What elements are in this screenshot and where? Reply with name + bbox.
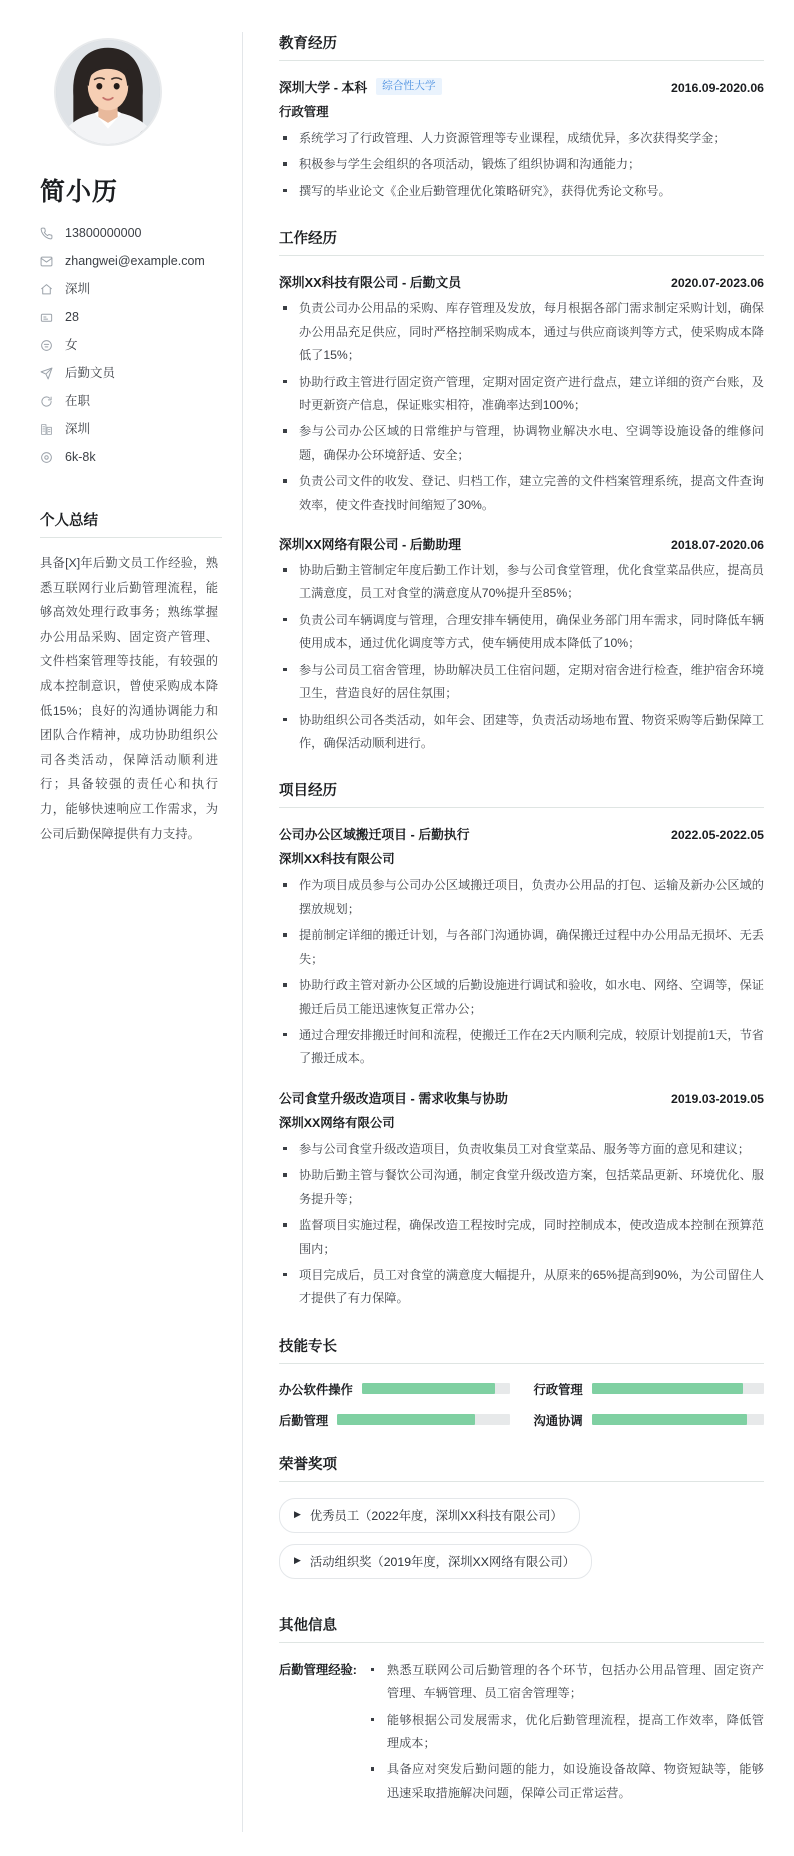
company-name: 深圳XX科技有限公司 - 后勤文员 (279, 275, 462, 291)
main-content (243, 26, 764, 1832)
skill-progress-fill (337, 1414, 475, 1425)
section-education (279, 32, 764, 203)
award-label: 活动组织奖（2019年度，深圳XX网络有限公司） (309, 1554, 576, 1569)
section-title: 技能专长 (279, 1335, 764, 1364)
list-item: 协助后勤主管与餐饮公司沟通，制定食堂升级改造方案，包括菜品更新、环境优化、服务提升等； (279, 1164, 764, 1211)
contact-item-phone (40, 226, 226, 241)
list-item: 负责公司办公用品的采购、库存管理及发放，每月根据各部门需求制定采购计划，确保办公用品充足供应，同时严格控制采购成本，通过与供应商谈判等方式，使采购成本降低了15%； (279, 297, 764, 367)
contact-value: 深圳 (65, 422, 91, 436)
contact-item-email (40, 254, 226, 269)
avatar (54, 38, 162, 146)
section-work-experience (279, 227, 764, 755)
section-other-info (279, 1614, 764, 1809)
contact-value: zhangwei@example.com (65, 254, 205, 268)
contact-item-salary (40, 450, 226, 465)
contact-item-city (40, 282, 226, 297)
bullet-list (367, 1659, 764, 1809)
list-item: 提前制定详细的搬迁计划，与各部门沟通协调，确保搬迁过程中办公用品无损坏、无丢失； (279, 924, 764, 971)
contact-item-position (40, 366, 226, 381)
school-name: 深圳大学 - 本科 (279, 80, 368, 95)
building-icon (40, 423, 57, 437)
phone-icon (40, 227, 57, 241)
contact-item-workplace (40, 422, 226, 437)
skill-progress-track (592, 1414, 764, 1425)
coin-icon (40, 451, 57, 465)
skill-label: 办公软件操作 (279, 1382, 353, 1397)
list-item: 参与公司食堂升级改造项目，负责收集员工对食堂菜品、服务等方面的意见和建议； (279, 1138, 764, 1161)
contact-value: 在职 (65, 394, 91, 408)
section-title: 其他信息 (279, 1614, 764, 1643)
awards-list (279, 1498, 764, 1590)
skill-item (534, 1411, 765, 1429)
summary-section-title: 个人总结 (40, 509, 222, 538)
contact-item-status (40, 394, 226, 409)
project-entry (279, 1088, 764, 1311)
gender-icon (40, 339, 57, 353)
section-awards (279, 1453, 764, 1590)
list-item: 参与公司办公区域的日常维护与管理，协调物业解决水电、空调等设施设备的维修问题，确保办公环境舒适、安全； (279, 420, 764, 467)
entry-date: 2016.09-2020.06 (671, 81, 764, 95)
list-item: 协助后勤主管制定年度后勤工作计划，参与公司食堂管理，优化食堂菜品供应，提高员工满意度，员工对食堂的满意度从70%提升至85%； (279, 559, 764, 606)
list-item: 撰写的毕业论文《企业后勤管理优化策略研究》，获得优秀论文称号。 (279, 180, 764, 203)
bullet-list (279, 297, 764, 517)
refresh-icon (40, 395, 57, 409)
contact-item-gender (40, 338, 226, 353)
list-item: 具备应对突发后勤问题的能力，如设施设备故障、物资短缺等，能够迅速采取措施解决问题，保障公司正常运营。 (367, 1758, 764, 1805)
skill-progress-track (362, 1383, 510, 1394)
entry-header-left (279, 272, 461, 291)
project-company: 深圳XX网络有限公司 (279, 1115, 395, 1130)
other-info-row (279, 1659, 764, 1809)
contact-value: 13800000000 (65, 226, 142, 240)
contact-value: 6k-8k (65, 450, 96, 464)
contact-value: 28 (65, 310, 79, 324)
list-item: 熟悉互联网公司后勤管理的各个环节，包括办公用品管理、固定资产管理、车辆管理、员工宿舍管理等； (367, 1659, 764, 1706)
entry-header-left (279, 77, 442, 96)
entry-header-left (279, 534, 461, 553)
project-name: 公司办公区域搬迁项目 - 后勤执行 (279, 827, 470, 843)
major-name: 行政管理 (279, 105, 329, 119)
contact-list (40, 226, 226, 465)
bullet-list (279, 874, 764, 1070)
section-projects (279, 779, 764, 1310)
skill-item (279, 1380, 510, 1398)
company-name: 深圳XX网络有限公司 - 后勤助理 (279, 537, 462, 553)
list-item: 负责公司车辆调度与管理，合理安排车辆使用，确保业务部门用车需求，同时降低车辆使用成本，通过优化调度等方式，使车辆使用成本降低了10%； (279, 609, 764, 656)
skill-label: 行政管理 (533, 1382, 583, 1397)
entry-date: 2020.07-2023.06 (671, 276, 764, 291)
skill-progress-track (592, 1383, 764, 1394)
section-title: 工作经历 (279, 227, 764, 256)
skill-progress-fill (592, 1414, 747, 1425)
list-item: 作为项目成员参与公司办公区域搬迁项目，负责办公用品的打包、运输及新办公区域的摆放规划； (279, 874, 764, 921)
section-skills (279, 1335, 764, 1429)
entry-header (279, 534, 764, 553)
home-icon (40, 283, 57, 297)
work-entry (279, 534, 764, 755)
page-title: 简小历 (40, 178, 119, 206)
work-entry (279, 272, 764, 517)
profile-photo-icon (56, 40, 160, 144)
bullet-list (279, 559, 764, 755)
section-title: 荣誉奖项 (279, 1453, 764, 1482)
entry-header (279, 272, 764, 291)
entry-header (279, 824, 764, 843)
project-company: 深圳XX科技有限公司 (279, 852, 395, 867)
triangle-right-icon: ▶ (294, 1509, 301, 1520)
contact-value: 深圳 (65, 282, 91, 296)
contact-item-age (40, 310, 226, 325)
list-item: 积极参与学生会组织的各项活动，锻炼了组织协调和沟通能力； (279, 153, 764, 176)
contact-value: 后勤文员 (65, 366, 116, 380)
list-item: 系统学习了行政管理、人力资源管理等专业课程，成绩优异，多次获得奖学金； (279, 127, 764, 150)
section-title: 项目经历 (279, 779, 764, 808)
skill-item (279, 1411, 510, 1429)
status-badge: 综合性大学 (376, 78, 441, 95)
skill-item (534, 1380, 765, 1398)
award-item[interactable] (279, 1544, 592, 1579)
entry-date: 2018.07-2020.06 (671, 538, 764, 553)
project-name: 公司食堂升级改造项目 - 需求收集与协助 (279, 1090, 508, 1106)
list-item: 协助行政主管进行固定资产管理，定期对固定资产进行盘点，建立详细的资产台账，及时更新资产信息，保证账实相符，准确率达到100%； (279, 371, 764, 418)
summary-text: 具备[X]年后勤文员工作经验，熟悉互联网行业后勤管理流程，能够高效处理行政事务；熟练掌握办公用品采购、固定资产管理、文件档案管理等技能，有较强的成本控制意识，曾使采购成本降低15%；良好的沟通协调能力和团队合作精神，成功协助组织公司各类活动，保障活动顺利进行；具备较强的责任心和执行力，能够快速响应工作需求，为公司后勤保障提供有力支持。 (40, 556, 218, 841)
other-info-label: 后勤管理经验: (279, 1662, 357, 1677)
bullet-list (279, 1138, 764, 1311)
skill-progress-fill (592, 1383, 744, 1394)
list-item: 通过合理安排搬迁时间和流程，使搬迁工作在2天内顺利完成，较原计划提前1天，节省了搬迁成本。 (279, 1024, 764, 1071)
triangle-right-icon: ▶ (294, 1555, 301, 1566)
entry-header-left (279, 824, 470, 843)
skill-progress-track (337, 1414, 509, 1425)
list-item: 协助行政主管对新办公区域的后勤设施进行调试和验收，如水电、网络、空调等，保证搬迁后员工能迅速恢复正常办公； (279, 974, 764, 1021)
skill-label: 沟通协调 (533, 1413, 583, 1428)
id-card-icon (40, 311, 57, 325)
mail-icon (40, 255, 57, 269)
skill-label: 后勤管理 (279, 1413, 329, 1428)
entry-header (279, 77, 764, 96)
award-item[interactable] (279, 1498, 580, 1533)
project-entry (279, 824, 764, 1070)
list-item: 协助组织公司各类活动，如年会、团建等，负责活动场地布置、物资采购等后勤保障工作，确保活动顺利进行。 (279, 709, 764, 756)
list-item: 参与公司员工宿舍管理，协助解决员工住宿问题，定期对宿舍进行检查，维护宿舍环境卫生，营造良好的居住氛围； (279, 659, 764, 706)
list-item: 监督项目实施过程，确保改造工程按时完成，同时控制成本，使改造成本控制在预算范围内； (279, 1214, 764, 1261)
paper-plane-icon (40, 367, 57, 381)
section-title: 教育经历 (279, 32, 764, 61)
contact-value: 女 (65, 338, 78, 352)
entry-date: 2019.03-2019.05 (671, 1091, 764, 1106)
list-item: 项目完成后，员工对食堂的满意度大幅提升，从原来的65%提高到90%，为公司留住人才提供了有力保障。 (279, 1264, 764, 1311)
sidebar (30, 26, 242, 1832)
education-entry (279, 77, 764, 203)
entry-header (279, 1088, 764, 1107)
list-item: 能够根据公司发展需求，优化后勤管理流程，提高工作效率，降低管理成本； (367, 1709, 764, 1756)
bullet-list (279, 127, 764, 203)
entry-date: 2022.05-2022.05 (671, 828, 764, 843)
award-label: 优秀员工（2022年度，深圳XX科技有限公司） (309, 1508, 563, 1523)
list-item: 负责公司文件的收发、登记、归档工作，建立完善的文件档案管理系统，提高文件查询效率，使文件查找时间缩短了30%。 (279, 470, 764, 517)
skills-grid (279, 1380, 764, 1429)
entry-header-left (279, 1088, 508, 1107)
skill-progress-fill (362, 1383, 495, 1394)
